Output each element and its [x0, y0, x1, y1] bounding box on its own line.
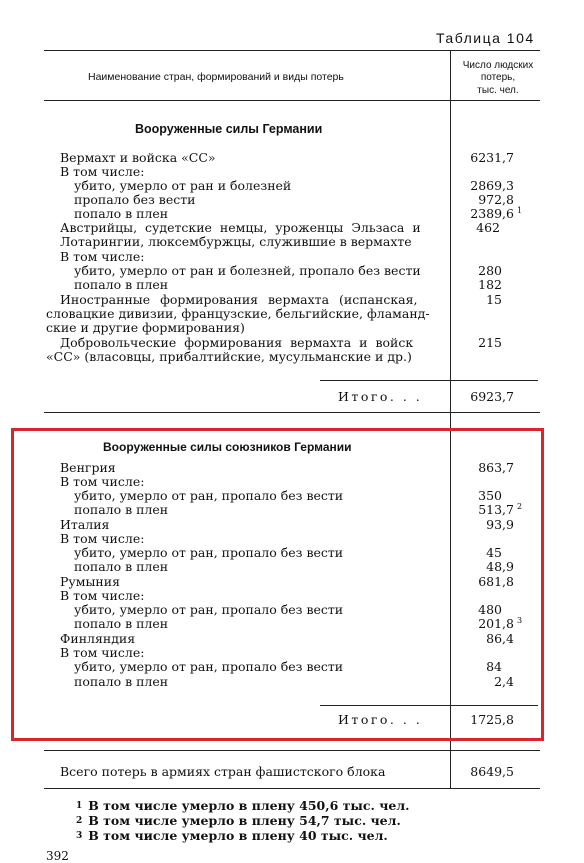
subtotal-rule	[320, 380, 538, 381]
row-label: убито, умерло от ран, пропало без вести	[74, 659, 344, 674]
footnote-mark: 1	[517, 206, 523, 215]
table-title: Таблица 104	[436, 30, 535, 46]
row-value: 48,9	[486, 559, 514, 574]
footnote	[76, 829, 388, 843]
row-value: 84	[486, 659, 502, 674]
row-label: В том числе:	[60, 531, 145, 546]
row-value: 6231,7	[470, 150, 514, 165]
footnote-mark: 2	[517, 502, 523, 511]
subtotal-value: 1725,8	[470, 712, 514, 727]
row-label: попало в плен	[74, 206, 169, 221]
row-value: 215	[478, 335, 502, 350]
row-value: 86,4	[486, 631, 514, 646]
row-label: Иностранные формирования вермахта (испанская,	[60, 292, 418, 307]
grand-total-value: 8649,5	[470, 764, 514, 779]
row-label: Венгрия	[60, 460, 116, 475]
row-label: убито, умерло от ран, пропало без вести	[74, 488, 344, 503]
footnote-number: 1	[76, 801, 83, 811]
row-label: В том числе:	[60, 645, 145, 660]
row-label: словацкие дивизии, французские, бельгийские, фламанд-	[46, 306, 430, 321]
row-label: Добровольческие формирования вермахта и войск	[60, 335, 414, 350]
grand-total-bottom-rule	[44, 788, 540, 789]
row-label: Лотарингии, люксембуржцы, служившие в вермахте	[60, 234, 412, 249]
row-value: 350	[478, 488, 502, 503]
row-label: ские и другие формирования)	[46, 320, 245, 335]
header-top-rule	[44, 50, 540, 51]
row-label: пропало без вести	[74, 192, 196, 207]
row-label: Италия	[60, 517, 110, 532]
row-label: В том числе:	[60, 164, 145, 179]
row-label: убито, умерло от ран и болезней	[74, 178, 292, 193]
section-heading-allies: Вооруженные силы союзников Германии	[103, 440, 352, 454]
row-value: 93,9	[486, 517, 514, 532]
footnote-text: В том числе умерло в плену 54,7 тыс. чел.	[88, 813, 401, 828]
row-label: попало в плен	[74, 277, 169, 292]
row-value: 462	[476, 220, 500, 235]
row-value: 45	[486, 545, 502, 560]
row-value: 681,8	[478, 574, 514, 589]
row-value: 480	[478, 602, 502, 617]
column-header-name: Наименование стран, формирований и виды потерь	[88, 71, 344, 83]
subtotal-rule	[320, 705, 538, 706]
row-value: 863,7	[478, 460, 514, 475]
footnote	[76, 799, 410, 813]
row-label: «СС» (власовцы, прибалтийские, мусульманские и др.)	[46, 349, 412, 364]
subtotal-value: 6923,7	[470, 389, 514, 404]
column-header-value-1: Число людских потерь,	[462, 60, 534, 83]
row-label: Финляндия	[60, 631, 136, 646]
row-label: В том числе:	[60, 588, 145, 603]
header-bottom-rule	[44, 100, 540, 101]
row-label: попало в плен	[74, 559, 169, 574]
row-value: 280	[478, 263, 502, 278]
subtotal-label: Итого. . .	[338, 712, 423, 727]
row-label: убито, умерло от ран и болезней, пропало без вести	[74, 263, 421, 278]
row-value: 2,4	[494, 674, 514, 689]
footnote-mark: 3	[517, 616, 523, 625]
row-label: попало в плен	[74, 674, 169, 689]
footnote-text: В том числе умерло в плену 450,6 тыс. чел.	[88, 798, 410, 813]
column-header-value-2: тыс. чел.	[477, 85, 519, 96]
column-divider-lower	[450, 748, 451, 788]
footnote-number: 3	[76, 831, 83, 841]
row-value: 972,8	[478, 192, 514, 207]
page-number: 392	[46, 849, 69, 863]
row-label: убито, умерло от ран, пропало без вести	[74, 545, 344, 560]
row-label: Австрийцы, судетские немцы, уроженцы Эльзаса и	[60, 220, 421, 235]
row-label: Вермахт и войска «СС»	[60, 150, 216, 165]
footnote	[76, 814, 401, 828]
row-label: убито, умерло от ран, пропало без вести	[74, 602, 344, 617]
section-rule	[44, 412, 540, 413]
row-label: Румыния	[60, 574, 120, 589]
row-value: 513,7	[478, 502, 514, 517]
subtotal-label: Итого. . .	[338, 389, 423, 404]
grand-total-top-rule	[44, 750, 540, 751]
row-label: В том числе:	[60, 474, 145, 489]
row-value: 201,8	[478, 616, 514, 631]
row-value: 182	[478, 277, 502, 292]
row-label: попало в плен	[74, 616, 169, 631]
footnote-text: В том числе умерло в плену 40 тыс. чел.	[88, 828, 388, 843]
row-value: 15	[486, 292, 502, 307]
row-value: 2869,3	[470, 178, 514, 193]
row-label: В том числе:	[60, 249, 145, 264]
row-label: попало в плен	[74, 502, 169, 517]
row-value: 2389,6	[470, 206, 514, 221]
grand-total-label: Всего потерь в армиях стран фашистского блока	[60, 764, 386, 779]
footnote-number: 2	[76, 816, 83, 826]
section-heading-germany: Вооруженные силы Германии	[135, 122, 323, 136]
